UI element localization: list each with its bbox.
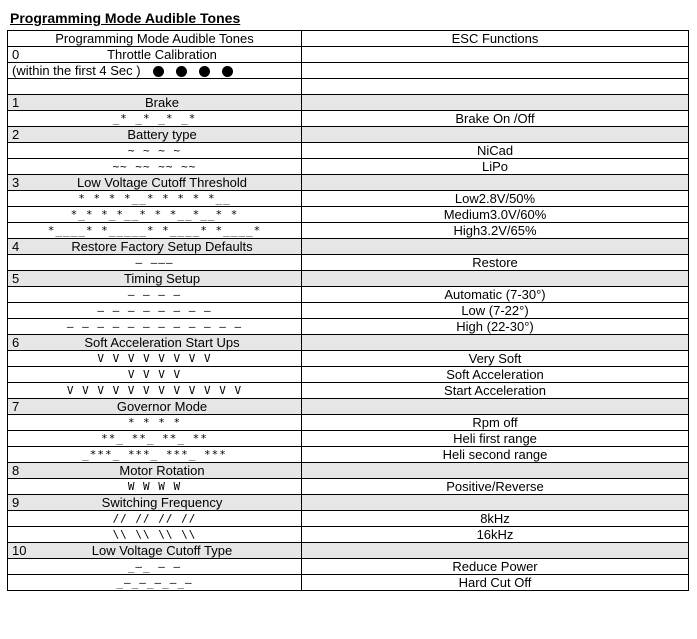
tone-pattern-cell: **_ **_ **_ ** xyxy=(8,431,302,447)
tone-pattern-cell: W W W W xyxy=(8,479,302,495)
calibration-note: (within the first 4 Sec ) xyxy=(12,62,141,78)
section-empty-cell xyxy=(302,127,689,143)
table-row xyxy=(8,559,689,575)
table-row xyxy=(8,367,689,383)
section-label-cell xyxy=(8,127,302,143)
section-label-cell xyxy=(8,335,302,351)
section-empty-cell xyxy=(302,399,689,415)
tones-table xyxy=(7,30,689,591)
calibration-title: Throttle Calibration xyxy=(107,46,217,62)
section-header-row xyxy=(8,543,689,559)
section-title: Low Voltage Cutoff Threshold xyxy=(76,174,248,190)
section-label-cell xyxy=(8,463,302,479)
section-number: 10 xyxy=(12,542,27,558)
esc-function-cell: Positive/Reverse xyxy=(302,479,689,495)
section-empty-cell xyxy=(302,495,689,511)
header-esc-column: ESC Functions xyxy=(302,31,689,47)
section-title: Governor Mode xyxy=(116,398,208,414)
section-empty-cell xyxy=(302,175,689,191)
esc-function-cell: High3.2V/65% xyxy=(302,223,689,239)
section-title: Low Voltage Cutoff Type xyxy=(91,542,233,558)
section-header-row xyxy=(8,127,689,143)
table-row xyxy=(8,223,689,239)
tone-pattern-cell: V V V V xyxy=(8,367,302,383)
tone-pattern-cell: _–_ – – xyxy=(8,559,302,575)
section-title: Timing Setup xyxy=(123,270,201,286)
section-header-row xyxy=(8,95,689,111)
esc-function-cell: LiPo xyxy=(302,159,689,175)
table-row xyxy=(8,415,689,431)
tone-pattern-cell: _–_–_–_–_– xyxy=(8,575,302,591)
tone-pattern-cell: * * * * xyxy=(8,415,302,431)
calibration-empty-cell xyxy=(302,47,689,63)
tone-dot-icon xyxy=(153,66,164,77)
section-number: 7 xyxy=(12,398,20,414)
tone-pattern-cell: *____* *_____* *____* *____* xyxy=(8,223,302,239)
section-title: Brake xyxy=(145,94,179,110)
tone-pattern-cell: _***_ ***_ ***_ *** xyxy=(8,447,302,463)
document-title: Programming Mode Audible Tones xyxy=(10,10,241,26)
tones-table-body xyxy=(8,31,689,591)
esc-function-cell: Medium3.0V/60% xyxy=(302,207,689,223)
table-row xyxy=(8,511,689,527)
section-empty-cell xyxy=(302,271,689,287)
tone-pattern-cell: \\ \\ \\ \\ xyxy=(8,527,302,543)
section-title: Switching Frequency xyxy=(101,494,223,510)
tone-pattern-cell: _* _* _* _* xyxy=(8,111,302,127)
esc-function-cell: Low2.8V/50% xyxy=(302,191,689,207)
section-title: Soft Acceleration Start Ups xyxy=(84,334,240,350)
section-empty-cell xyxy=(302,239,689,255)
section-label-cell xyxy=(8,95,302,111)
table-row xyxy=(8,383,689,399)
table-row xyxy=(8,527,689,543)
tone-pattern-cell: – – – – – – – – xyxy=(8,303,302,319)
table-row xyxy=(8,303,689,319)
tone-pattern-cell: V V V V V V V V xyxy=(8,351,302,367)
tone-dot-icon xyxy=(176,66,187,77)
section-label-cell xyxy=(8,271,302,287)
table-row xyxy=(8,143,689,159)
esc-function-cell: High (22-30°) xyxy=(302,319,689,335)
spacer-cell xyxy=(302,79,689,95)
esc-function-cell: 16kHz xyxy=(302,527,689,543)
section-number: 6 xyxy=(12,334,20,350)
table-row xyxy=(8,479,689,495)
table-row xyxy=(8,191,689,207)
section-label-cell xyxy=(8,175,302,191)
section-empty-cell xyxy=(302,335,689,351)
section-number: 8 xyxy=(12,462,20,478)
table-row xyxy=(8,255,689,271)
esc-function-cell: Heli first range xyxy=(302,431,689,447)
esc-function-cell: Heli second range xyxy=(302,447,689,463)
tone-pattern-cell: *_* *_*__* * *__*__* * xyxy=(8,207,302,223)
esc-function-cell: Automatic (7-30°) xyxy=(302,287,689,303)
esc-function-cell: Brake On /Off xyxy=(302,111,689,127)
section-label-cell xyxy=(8,543,302,559)
tone-pattern-cell: — ——— xyxy=(8,255,302,271)
section-title: Restore Factory Setup Defaults xyxy=(71,238,253,254)
section-header-row xyxy=(8,239,689,255)
table-row xyxy=(8,447,689,463)
section-header-row xyxy=(8,271,689,287)
header-tones-column: Programming Mode Audible Tones xyxy=(8,31,302,47)
calibration-note-cell xyxy=(8,63,302,79)
section-number: 1 xyxy=(12,94,20,110)
tone-pattern-cell: ~~ ~~ ~~ ~~ xyxy=(8,159,302,175)
table-row xyxy=(8,111,689,127)
tone-pattern-cell: V V V V V V V V V V V V xyxy=(8,383,302,399)
section-header-row xyxy=(8,495,689,511)
esc-function-cell: Restore xyxy=(302,255,689,271)
esc-function-cell: Soft Acceleration xyxy=(302,367,689,383)
tone-pattern-cell: * * * *__* * * * *__ xyxy=(8,191,302,207)
table-row xyxy=(8,159,689,175)
spacer-cell xyxy=(8,79,302,95)
section-number: 9 xyxy=(12,494,20,510)
esc-function-cell: Very Soft xyxy=(302,351,689,367)
section-title: Battery type xyxy=(127,126,197,142)
section-number: 2 xyxy=(12,126,20,142)
esc-function-cell: Start Acceleration xyxy=(302,383,689,399)
table-row xyxy=(8,287,689,303)
calibration-number: 0 xyxy=(12,46,20,62)
section-label-cell xyxy=(8,495,302,511)
esc-function-cell: Low (7-22°) xyxy=(302,303,689,319)
table-row xyxy=(8,207,689,223)
section-number: 5 xyxy=(12,270,20,286)
esc-function-cell: Reduce Power xyxy=(302,559,689,575)
section-title: Motor Rotation xyxy=(119,462,205,478)
table-row xyxy=(8,431,689,447)
section-number: 4 xyxy=(12,238,20,254)
section-label-cell xyxy=(8,399,302,415)
calibration-title-cell xyxy=(8,47,302,63)
esc-function-cell: Hard Cut Off xyxy=(302,575,689,591)
section-header-row xyxy=(8,463,689,479)
tone-pattern-cell: – – – – xyxy=(8,287,302,303)
section-empty-cell xyxy=(302,463,689,479)
section-header-row xyxy=(8,399,689,415)
section-number: 3 xyxy=(12,174,20,190)
esc-function-cell: NiCad xyxy=(302,143,689,159)
section-empty-cell xyxy=(302,543,689,559)
table-row xyxy=(8,351,689,367)
spacer-row xyxy=(8,79,689,95)
esc-function-cell: 8kHz xyxy=(302,511,689,527)
tone-pattern-cell: – – – – – – – – – – – – xyxy=(8,319,302,335)
tone-dot-icon xyxy=(222,66,233,77)
esc-function-cell: Rpm off xyxy=(302,415,689,431)
section-header-row xyxy=(8,335,689,351)
section-empty-cell xyxy=(302,95,689,111)
calibration-note-row xyxy=(8,63,689,79)
section-header-row xyxy=(8,175,689,191)
section-label-cell xyxy=(8,239,302,255)
calibration-title-row xyxy=(8,47,689,63)
tone-pattern-cell: ~ ~ ~ ~ xyxy=(8,143,302,159)
calibration-note-empty-cell xyxy=(302,63,689,79)
table-row xyxy=(8,575,689,591)
tone-pattern-cell: // // // // xyxy=(8,511,302,527)
tone-dot-icon xyxy=(199,66,210,77)
table-row xyxy=(8,319,689,335)
table-header-row xyxy=(8,31,689,47)
